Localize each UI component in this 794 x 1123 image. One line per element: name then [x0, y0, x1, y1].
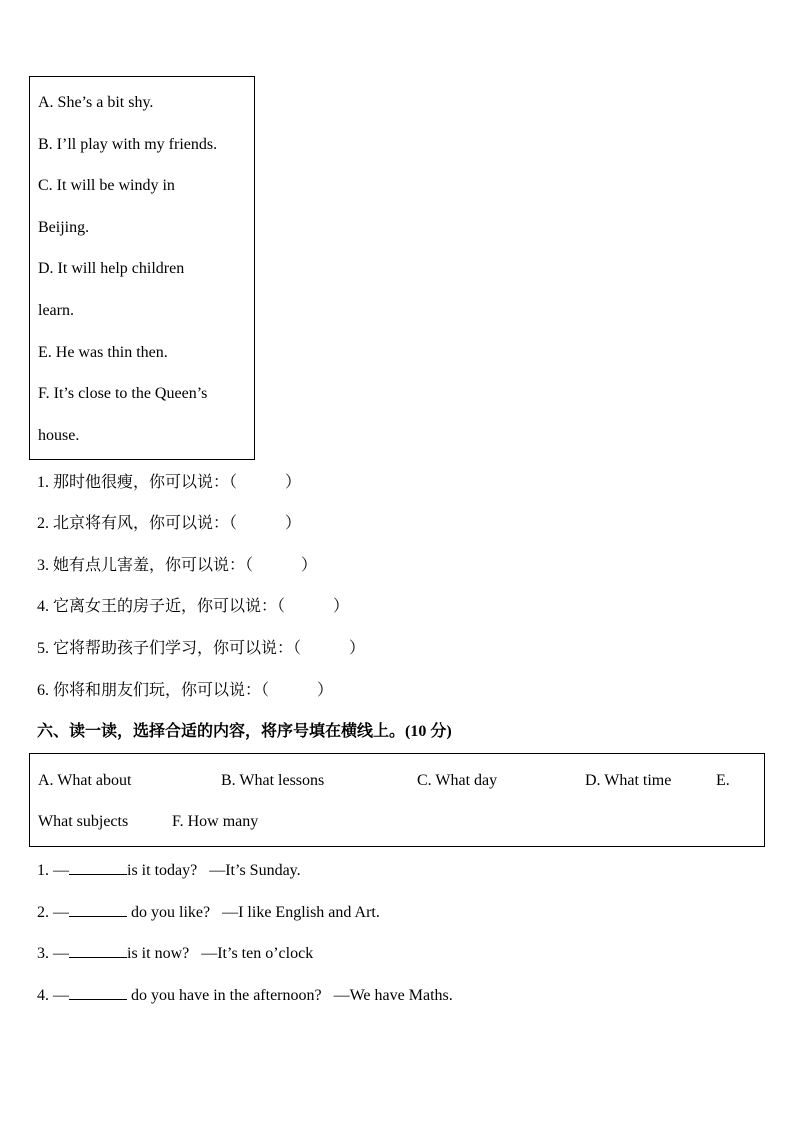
fill-blank[interactable] — [69, 985, 127, 1000]
option-d: D. It will help children — [38, 260, 185, 277]
option-f-cont: house. — [38, 427, 80, 444]
question-3: 3. 她有点儿害羞，你可以说：（ ） — [37, 557, 318, 574]
word-bank-box — [29, 753, 765, 847]
question-4: 4. 它离女王的房子近，你可以说：（ ） — [37, 598, 350, 615]
fill-question-1: 1. — is it today? —It’s Sunday. — [37, 862, 301, 879]
option-b: B. I’ll play with my friends. — [38, 136, 218, 153]
word-option-e-cont: What subjects — [38, 813, 129, 830]
word-option-a: A. What about — [38, 772, 132, 789]
fill-blank[interactable] — [69, 860, 127, 875]
fill-blank[interactable] — [69, 902, 127, 917]
option-e: E. He was thin then. — [38, 344, 168, 361]
fill-blank[interactable] — [69, 943, 127, 958]
word-option-d: D. What time — [585, 772, 672, 789]
word-option-b: B. What lessons — [221, 772, 325, 789]
option-d-cont: learn. — [38, 302, 74, 319]
fill-question-4: 4. — do you have in the afternoon? —We have Maths. — [37, 987, 453, 1004]
question-1: 1. 那时他很瘦，你可以说：（ ） — [37, 474, 302, 491]
question-2: 2. 北京将有风，你可以说：（ ） — [37, 515, 302, 532]
section-heading: 六、读一读，选择合适的内容，将序号填在横线上。(10 分) — [37, 723, 452, 740]
question-6: 6. 你将和朋友们玩，你可以说：（ ） — [37, 682, 334, 699]
word-option-f: F. How many — [172, 813, 259, 830]
option-a: A. She’s a bit shy. — [38, 94, 154, 111]
option-c: C. It will be windy in — [38, 177, 175, 194]
word-option-e: E. — [716, 772, 730, 789]
option-f: F. It’s close to the Queen’s — [38, 385, 208, 402]
fill-question-3: 3. — is it now? —It’s ten o’clock — [37, 945, 314, 962]
word-option-c: C. What day — [417, 772, 498, 789]
option-c-cont: Beijing. — [38, 219, 90, 236]
question-5: 5. 它将帮助孩子们学习，你可以说：（ ） — [37, 640, 366, 657]
fill-question-2: 2. — do you like? —I like English and Art. — [37, 904, 380, 921]
